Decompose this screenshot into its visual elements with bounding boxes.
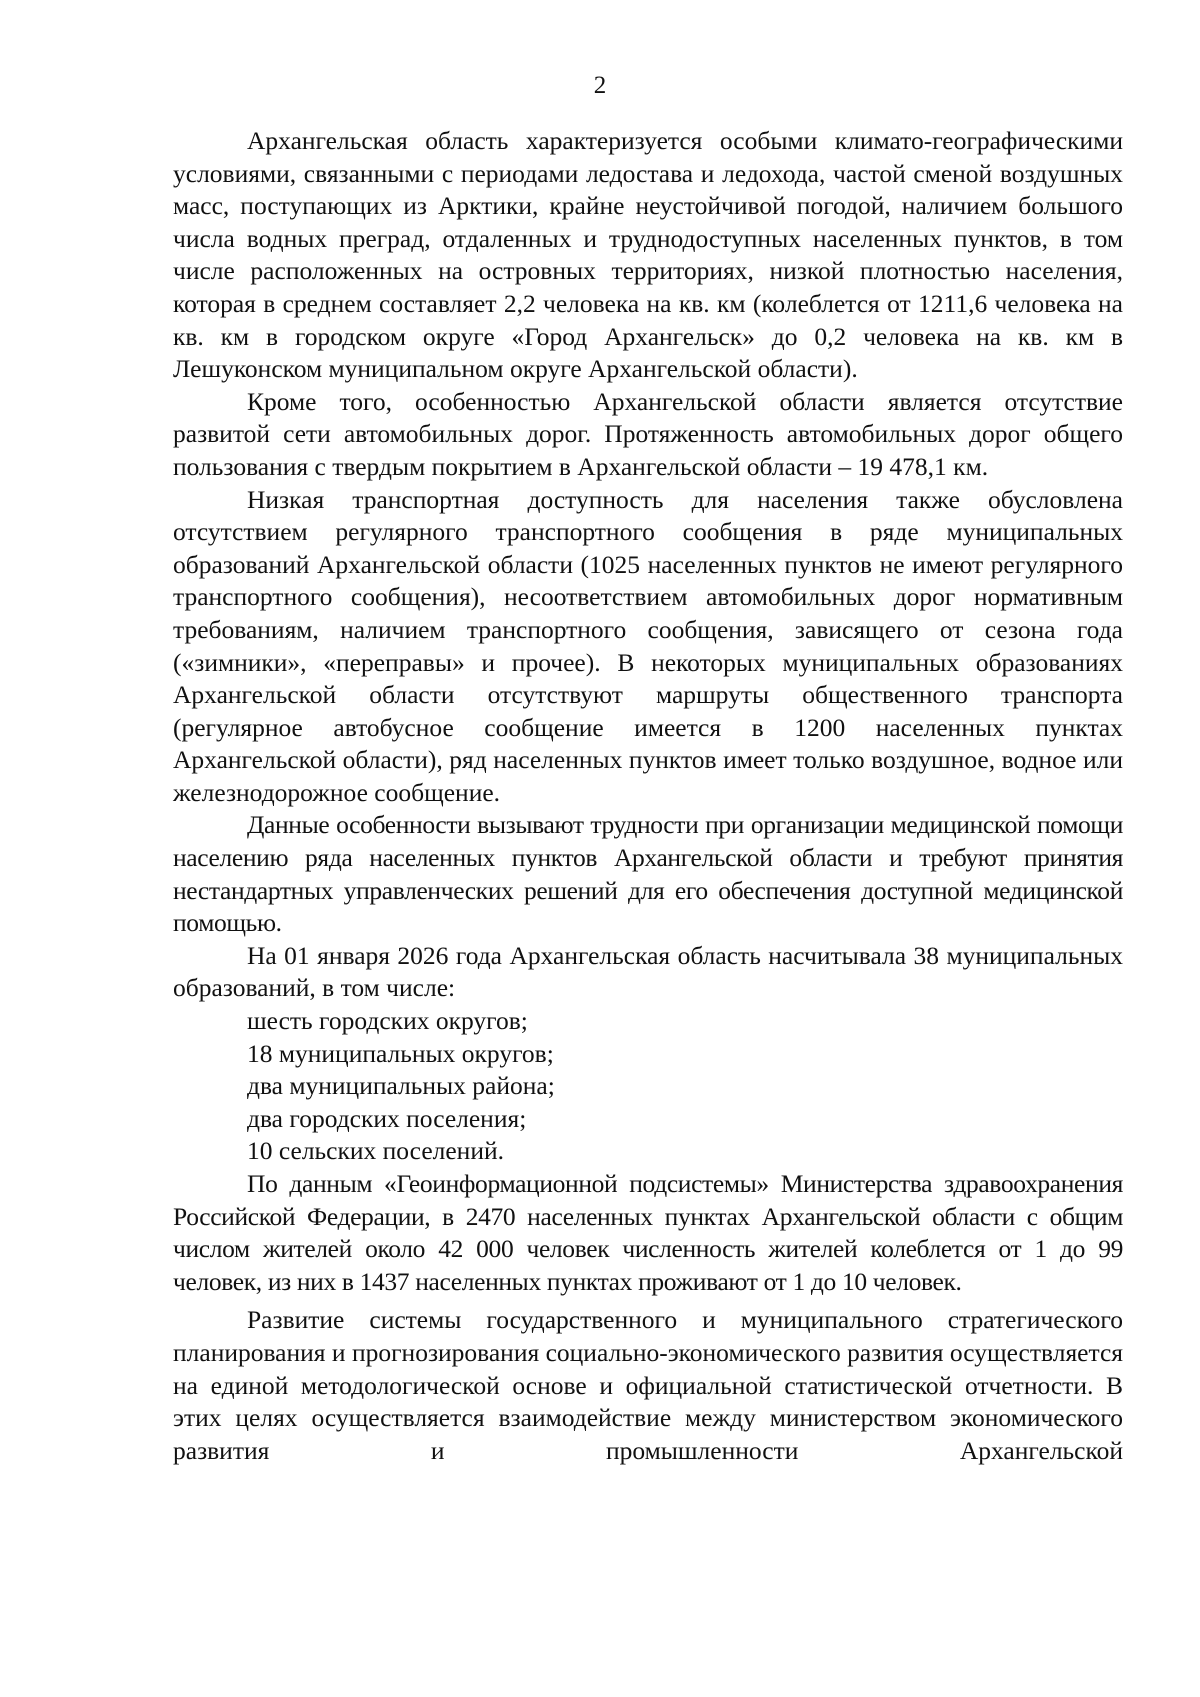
municipalities-list [173, 1005, 1123, 1168]
paragraph-municipalities: На 01 января 2026 года Архангельская область насчитывала 38 муниципальных образований, в том числе: [173, 940, 1123, 1003]
list-item: 18 муниципальных округов; [247, 1038, 554, 1068]
paragraph-roads: Кроме того, особенностью Архангельской области является отсутствие развитой сети автомобильных дорог. Протяженность автомобильных дорог общего пользования с твердым покрытием в Архангельской области – 19 478,1 км. [173, 386, 1123, 481]
list-item: 10 сельских поселений. [247, 1136, 504, 1166]
paragraph-geoinformation: По данным «Геоинформационной подсистемы» Министерства здравоохранения Российской Федерации, в 2470 населенных пунктах Архангельской области с общим числом жителей около 42 000 человек численность жителей колеблется от 1 до 99 человек, из них в 1437 населенных пунктах проживают от 1 до 10 человек. [173, 1169, 1123, 1296]
page-number: 2 [593, 72, 607, 99]
list-item: два муниципальных района; [247, 1071, 555, 1101]
list-item: два городских поселения; [247, 1103, 527, 1133]
paragraph-transport: Низкая транспортная доступность для населения также обусловлена отсутствием регулярного транспортного сообщения в ряде муниципальных образований Архангельской области (1025 населенных пунктов не имеют регулярного транспортного сообщения), несоответствием автомобильных дорог нормативным требованиям, наличием транспортного сообщения, зависящего от сезона года («зимники», «переправы» и прочее). В некоторых муниципальных образованиях Архангельской области отсутствуют маршруты общественного транспорта (регулярное автобусное сообщение имеется в 1200 населенных пунктах Архангельской области), ряд населенных пунктов имеет только воздушное, водное или железнодорожное сообщение. [173, 484, 1123, 807]
document-body [173, 125, 1123, 1467]
paragraph-medical-difficulties: Данные особенности вызывают трудности при организации медицинской помощи населению ряда населенных пунктов Архангельской области и требуют принятия нестандартных управленческих решений для его обеспечения доступной медицинской помощью. [173, 810, 1123, 938]
paragraph-planning: Развитие системы государственного и муниципального стратегического планирования и прогнозирования социально-экономического развития осуществляется на единой методологической основе и официальной статистической отчетности. В этих целях осуществляется взаимодействие между министерством экономического развития и промышленности Архангельской [173, 1305, 1123, 1465]
list-item: шесть городских округов; [247, 1006, 528, 1036]
paragraph-climate: Архангельская область характеризуется особыми климато-географическими условиями, связанными с периодами ледостава и ледохода, частой сменой воздушных масс, поступающих из Арктики, крайне неустойчивой погодой, наличием большого числа водных преград, отдаленных и труднодоступных населенных пунктов, в том числе расположенных на островных территориях, низкой плотностью населения, которая в среднем составляет 2,2 человека на кв. км (колеблется от 1211,6 человека на кв. км в городском округе «Город Архангельск» до 0,2 человека на кв. км в Лешуконском муниципальном округе Архангельской области). [173, 126, 1123, 384]
